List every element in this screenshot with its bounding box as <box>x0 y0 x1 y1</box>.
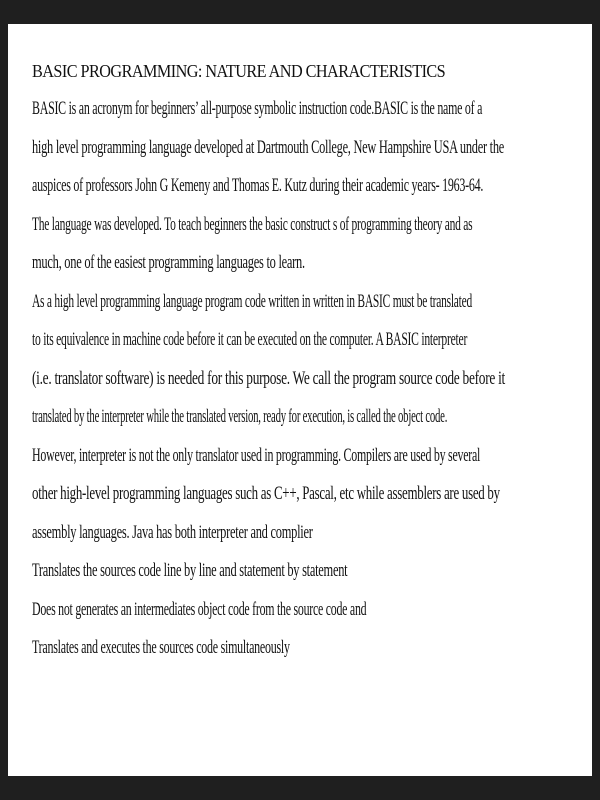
text-line: The language was developed. To teach beginners the basic construct s of programming theory and as <box>32 213 473 235</box>
text-line: As a high level programming language program code written in written in BASIC must be translated <box>32 290 472 312</box>
text-line: auspices of professors John G Kemeny and Thomas E. Kutz during their academic years- 1963-64. <box>32 175 484 196</box>
text-line: (i.e. translator software) is needed for this purpose. We call the program source code before it <box>32 367 505 389</box>
text-line: Translates and executes the sources code simultaneously <box>32 637 290 658</box>
text-line: much, one of the easiest programming languages to learn. <box>32 252 305 273</box>
document-content <box>32 52 568 668</box>
text-line: BASIC is an acronym for beginners’ all-purpose symbolic instruction code.BASIC is the name of a <box>32 98 483 119</box>
document-title: BASIC PROGRAMMING: NATURE AND CHARACTERISTICS <box>32 61 446 81</box>
text-line: However, interpreter is not the only translator used in programming. Compilers are used by several <box>32 444 481 466</box>
text-line: other high-level programming languages such as C++, Pascal, etc while assemblers are used by <box>32 483 500 504</box>
text-line: to its equivalence in machine code before it can be executed on the computer. A BASIC interpreter <box>32 329 468 350</box>
document-page <box>8 24 592 776</box>
text-line: high level programming language developed at Dartmouth College, New Hampshire USA under the <box>32 136 505 158</box>
text-line: translated by the interpreter while the translated version, ready for execution, is called the object code. <box>32 406 448 427</box>
text-line: Does not generates an intermediates object code from the source code and <box>32 598 367 620</box>
text-line: Translates the sources code line by line and statement by statement <box>32 560 348 581</box>
text-line: assembly languages. Java has both interpreter and complier <box>32 521 313 543</box>
